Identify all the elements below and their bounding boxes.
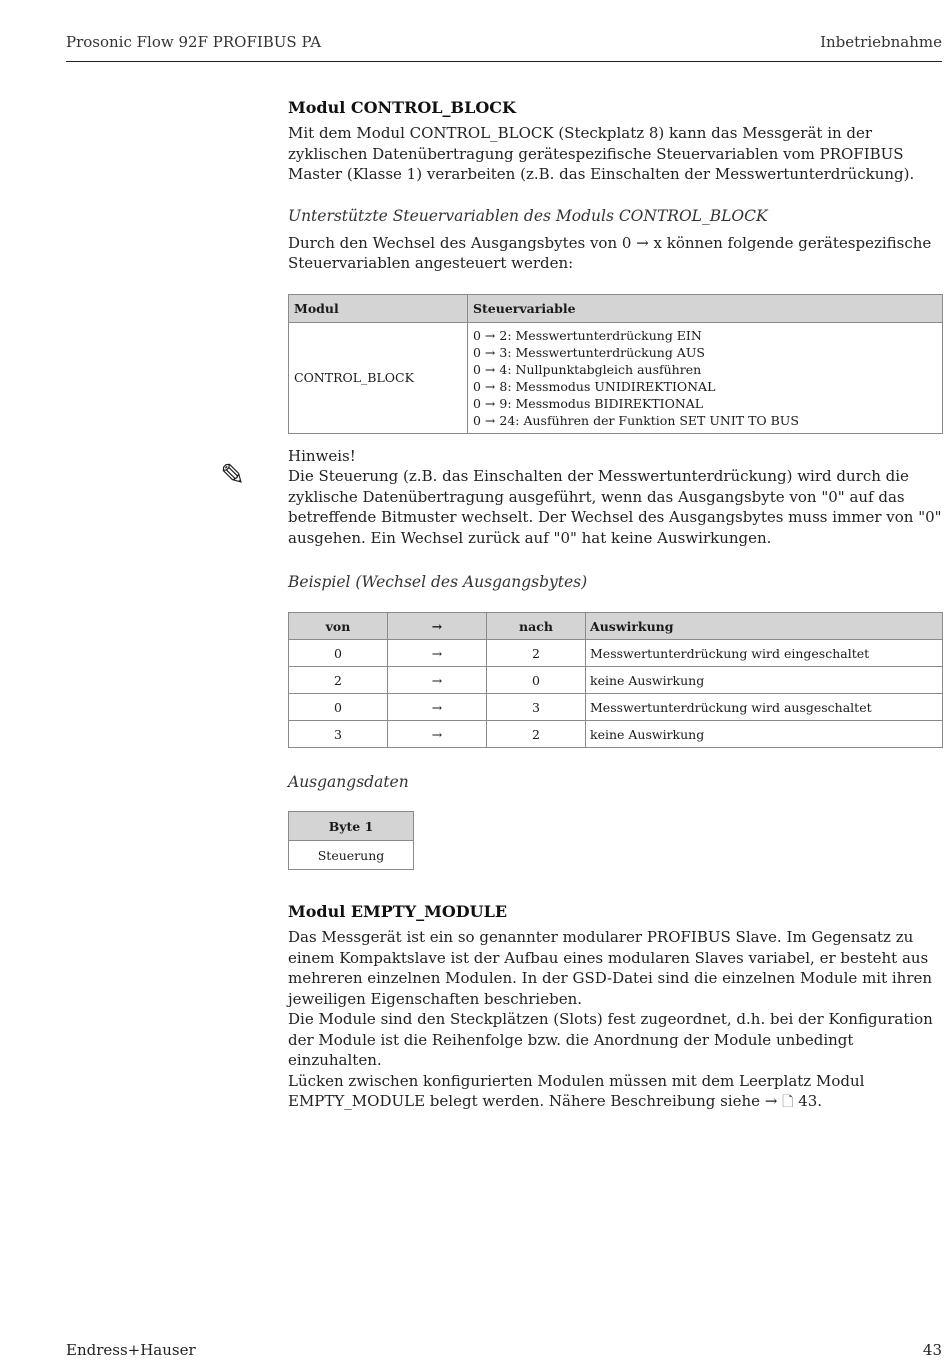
page-footer [66,1341,942,1359]
cell-arrow: → [388,640,487,667]
cell-auswirkung: Messwertunterdrückung wird eingeschaltet [586,640,943,667]
intro-paragraph: Mit dem Modul CONTROL_BLOCK (Steckplatz 8) kann das Messgerät in der zyklischen Datenübertragung gerätespezifische Steuervariablen vom PROFIBUS Master (Klasse 1) verarbeiten (z.B. das Einschalten der Messwertunterdrückung). [288,124,915,183]
empty-module-p3-text: Lücken zwischen konfigurierten Modulen müssen mit dem Leerplatz Modul EMPTY_MODULE belegt werden. Nähere Beschreibung siehe → [288,1071,865,1110]
page-icon: 🗋 [782,1094,794,1110]
empty-module-p2: Die Module sind den Steckplätzen (Slots) fest zugeordnet, d.h. bei der Konfiguration der Module ist die Reihenfolge bzw. die Anordnung der Module unbedingt einzuhalten. [288,1010,933,1069]
footer-company: Endress+Hauser [66,1341,196,1359]
table-row [289,640,943,667]
cell-steuerung: Steuerung [289,841,414,870]
table-row [289,721,943,748]
var-item: 0 → 2: Messwertunterdrückung EIN [473,327,702,343]
vars-cell [468,322,943,433]
cell-arrow: → [388,694,487,721]
col-header-steuervariable: Steuervariable [468,294,943,322]
cell-auswirkung: keine Auswirkung [586,721,943,748]
var-item: 0 → 3: Messwertunterdrückung AUS [473,344,705,360]
table-row [289,322,943,433]
cell-von: 3 [289,721,388,748]
empty-module-p3 [288,1071,943,1113]
var-item: 0 → 4: Nullpunktabgleich ausführen [473,361,702,377]
main-content [288,98,943,1113]
page-header [66,30,942,62]
header-title: Prosonic Flow 92F PROFIBUS PA [66,33,322,51]
cell-nach: 2 [487,640,586,667]
col-header-auswirkung: Auswirkung [586,613,943,640]
cell-nach: 3 [487,694,586,721]
pencil-icon: ✎ [220,458,246,493]
lead-paragraph: Durch den Wechsel des Ausgangsbytes von 0 → x können folgende gerätespezifische Steuervariablen angesteuert werden: [288,233,932,272]
table-row [289,667,943,694]
col-header-nach: nach [487,613,586,640]
page-reference[interactable]: 43. [798,1092,823,1110]
table-header-row [289,613,943,640]
note-text: Die Steuerung (z.B. das Einschalten der Messwertunterdrückung) wird durch die zyklische Datenübertragung ausgeführt, wenn das Ausgangsbyte von "0" auf das betreffende Bitmuster wechselt. Der Wechsel des Ausgangsbytes muss immer von "0" ausgehen. Ein Wechsel zurück auf "0" hat keine Auswirkungen. [288,467,942,547]
var-item: 0 → 24: Ausführen der Funktion SET UNIT TO BUS [473,412,799,428]
subhead-control-vars: Unterstützte Steuervariablen des Moduls CONTROL_BLOCK [288,206,768,225]
var-item: 0 → 8: Messmodus UNIDIREKTIONAL [473,378,716,394]
module-cell: CONTROL_BLOCK [289,322,468,433]
section-title-empty-module: Modul EMPTY_MODULE [288,902,508,921]
cell-arrow: → [388,667,487,694]
col-header-byte1: Byte 1 [289,812,414,841]
table-header-row [289,812,414,841]
col-header-modul: Modul [289,294,468,322]
table-row [289,694,943,721]
cell-auswirkung: keine Auswirkung [586,667,943,694]
cell-von: 0 [289,640,388,667]
empty-module-p1: Das Messgerät ist ein so genannter modularer PROFIBUS Slave. Im Gegensatz zu einem Kompaktslave ist der Aufbau eines modularen Slaves variabel, er besteht aus mehreren einzelnen Modulen. In der GSD-Datei sind die einzelnen Module mit ihren jeweiligen Eigenschaften beschrieben. [288,928,933,1008]
cell-arrow: → [388,721,487,748]
var-item: 0 → 9: Messmodus BIDIREKTIONAL [473,395,704,411]
note-title: Hinweis! [288,446,356,465]
cell-von: 2 [289,667,388,694]
col-header-arrow: → [388,613,487,640]
table-header-row [289,294,943,322]
table-row [289,841,414,870]
col-header-von: von [289,613,388,640]
cell-von: 0 [289,694,388,721]
example-table [288,612,943,748]
section-title-control-block: Modul CONTROL_BLOCK [288,98,516,117]
cell-nach: 2 [487,721,586,748]
header-section: Inbetriebnahme [820,33,942,51]
subhead-example: Beispiel (Wechsel des Ausgangsbytes) [288,573,588,591]
cell-nach: 0 [487,667,586,694]
page-number: 43 [922,1341,942,1359]
output-table [288,811,414,870]
control-vars-table [288,294,943,434]
cell-auswirkung: Messwertunterdrückung wird ausgeschaltet [586,694,943,721]
subhead-output: Ausgangsdaten [288,773,409,791]
